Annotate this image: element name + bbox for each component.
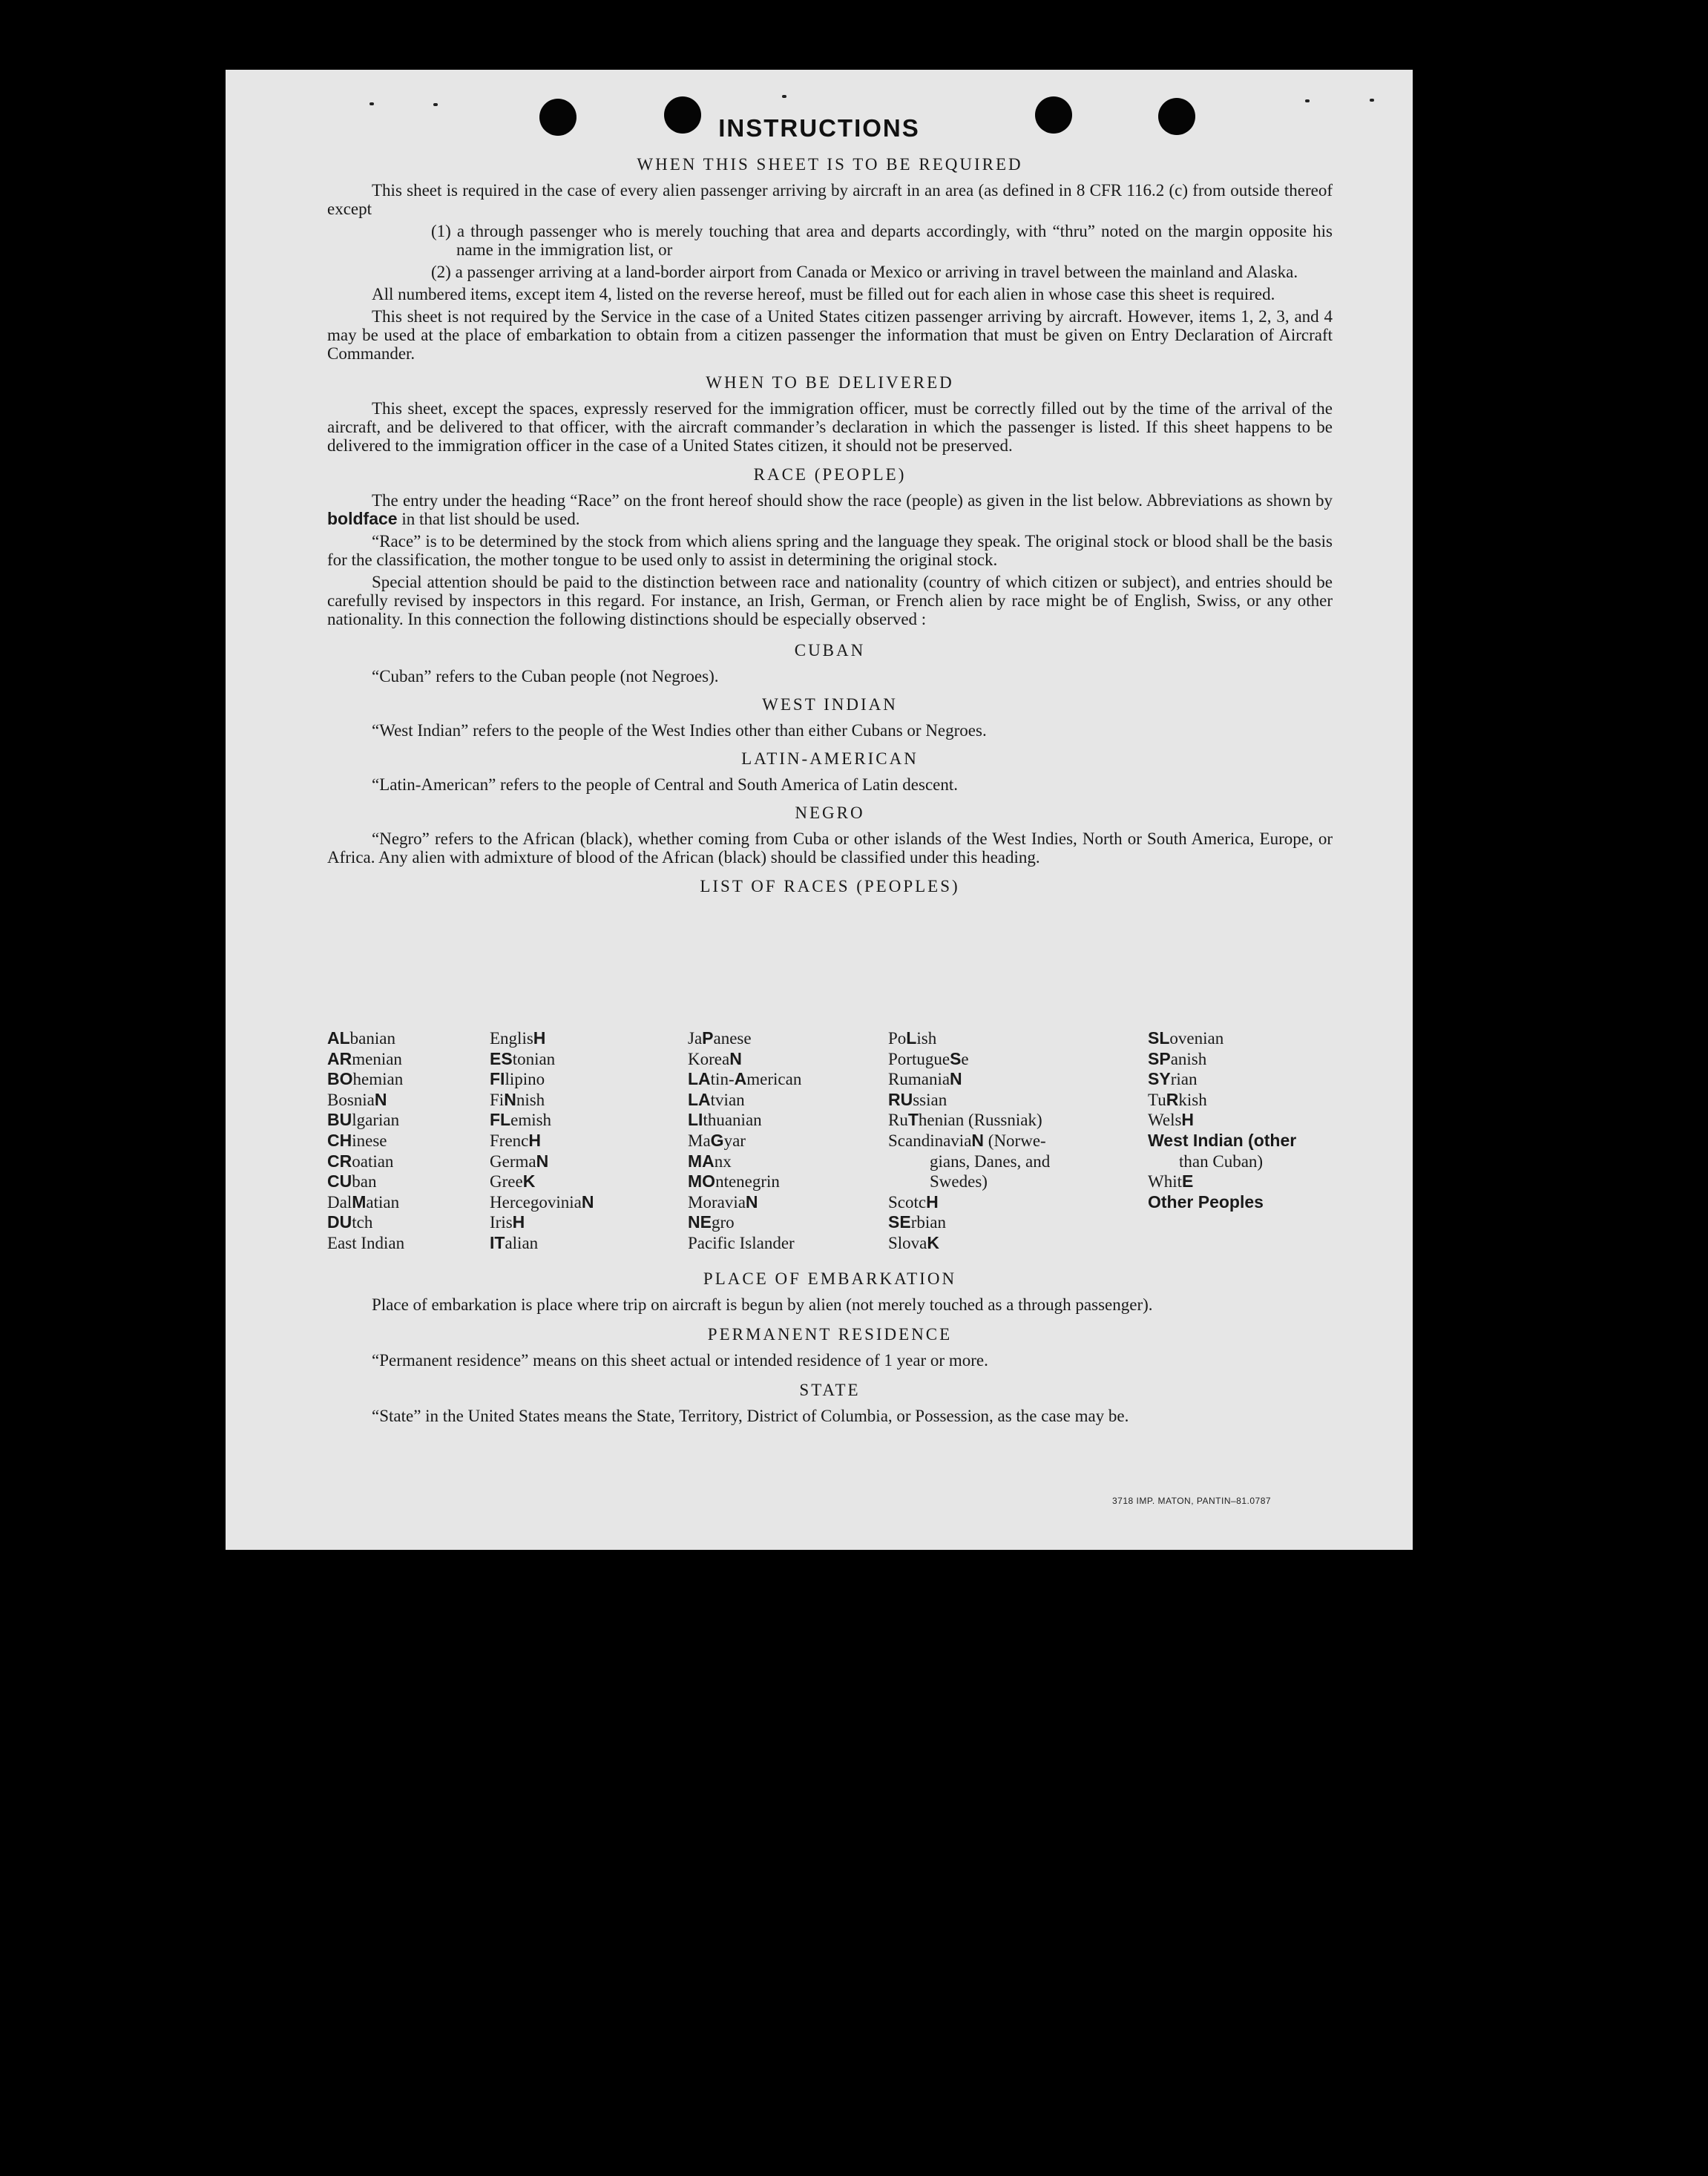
race-entry (688, 1233, 801, 1254)
race-entry (490, 1069, 594, 1090)
speck (1370, 99, 1374, 102)
race-abbreviation: CU (327, 1171, 352, 1191)
race-entry (490, 1090, 594, 1111)
race-abbreviation: CH (327, 1130, 352, 1150)
paragraph: “Permanent residence” means on this sheet actual or intended residence of 1 year or more. (372, 1351, 988, 1370)
paragraph (327, 491, 1333, 528)
race-text: Rumania (888, 1070, 950, 1089)
race-text: Ru (888, 1111, 908, 1130)
race-abbreviation: N (581, 1191, 594, 1212)
race-entry (688, 1131, 801, 1151)
race-abbreviation: S (950, 1048, 962, 1068)
race-abbreviation: G (710, 1130, 724, 1150)
race-abbreviation: N (745, 1191, 758, 1212)
paragraph: “Race” is to be determined by the stock from which aliens spring and the language they speak. The original stock or blood shall be the basis for the classification, the mother tongue to be used only to assist in determining the original stock. (327, 532, 1333, 569)
race-entry (327, 1028, 404, 1049)
text: in that list should be used. (401, 510, 580, 528)
race-abbreviation: K (522, 1171, 536, 1191)
race-text: ovenian (1169, 1029, 1224, 1048)
speck (433, 103, 438, 106)
race-abbreviation: NE (688, 1212, 712, 1232)
paragraph: Place of embarkation is place where trip on aircraft is begun by alien (not merely touched as a through passenger). (372, 1295, 1153, 1314)
bold-text: boldface (327, 509, 398, 528)
race-text: anish (1170, 1049, 1207, 1068)
paragraph: This sheet is required in the case of every alien passenger arriving by aircraft in an area (as defined in 8 CFR 116.2 (c) from outside thereof except (327, 181, 1333, 218)
race-text: ssian (913, 1090, 947, 1109)
race-entry (1148, 1171, 1296, 1192)
race-text: henian (Russniak) (918, 1111, 1042, 1130)
race-abbreviation: MA (688, 1151, 715, 1171)
paragraph: This sheet, except the spaces, expressly reserved for the immigration officer, must be correctly filled out by the time of the arrival of the aircraft, and be delivered to that officer, with the aircraft commander’s declaration in which the passenger is listed. If this sheet happens to be delivered to the immigration officer in the case of a United States citizen, it should not be preserved. (327, 399, 1333, 455)
race-entry (327, 1090, 404, 1111)
race-text: hemian (352, 1070, 404, 1089)
document-page (226, 70, 1413, 1550)
race-text: gro (711, 1213, 735, 1232)
race-text: tvian (710, 1090, 745, 1109)
race-abbreviation: H (533, 1028, 546, 1048)
race-abbreviation: IT (490, 1232, 505, 1252)
race-entry (490, 1192, 594, 1213)
race-entry (327, 1069, 404, 1090)
race-text: East Indian (327, 1233, 405, 1252)
race-text: alian (505, 1233, 539, 1252)
race-text: Portugue (888, 1049, 950, 1068)
race-text: Gree (490, 1172, 523, 1191)
race-abbreviation: BU (327, 1110, 352, 1130)
race-text: thuanian (703, 1111, 762, 1130)
race-entry (327, 1233, 404, 1254)
race-text: rbian (910, 1213, 946, 1232)
race-text: rian (1170, 1070, 1198, 1089)
race-abbreviation: H (926, 1191, 939, 1212)
race-text: Other Peoples (1148, 1191, 1264, 1212)
printer-imprint: 3718 IMP. MATON, PANTIN–81.0787 (1112, 1496, 1272, 1506)
race-text: inese (352, 1131, 387, 1150)
race-text: Pacific Islander (688, 1233, 795, 1252)
paragraph: This sheet is not required by the Service in the case of a United States citizen passenger arriving by aircraft. However, items 1, 2, 3, and 4 may be used at the place of embarkation to obtain from a citizen passenger the information that must be given on Entry Declaration of Aircraft Commander. (327, 307, 1333, 363)
race-abbreviation: H (512, 1212, 525, 1232)
race-entry (327, 1192, 404, 1213)
race-text: anese (713, 1029, 752, 1048)
race-text: lgarian (352, 1111, 400, 1130)
race-text: Ma (688, 1131, 711, 1150)
race-entry (888, 1131, 1050, 1151)
section-heading: NEGRO (795, 803, 865, 822)
race-entry (1148, 1090, 1296, 1111)
race-abbreviation: A (734, 1069, 747, 1089)
section-heading: CUBAN (794, 641, 866, 660)
race-entry (490, 1028, 594, 1049)
race-text: oatian (352, 1151, 394, 1171)
race-entry (888, 1192, 1050, 1213)
race-entry (888, 1090, 1050, 1111)
instructions-body-lower (327, 1269, 1333, 1425)
race-text: yar (723, 1131, 746, 1150)
races-column (327, 1028, 404, 1254)
paragraph: “Cuban” refers to the Cuban people (not Negroes). (372, 667, 719, 686)
race-text: Whit (1148, 1172, 1182, 1191)
race-entry (888, 1069, 1050, 1090)
race-abbreviation: K (927, 1232, 940, 1252)
race-text: Moravia (688, 1192, 746, 1212)
race-abbreviation: LA (688, 1089, 711, 1109)
race-text: nish (516, 1090, 545, 1109)
race-abbreviation: FL (490, 1110, 511, 1130)
section-heading: WHEN THIS SHEET IS TO BE REQUIRED (637, 155, 1023, 174)
race-abbreviation: E (1182, 1171, 1194, 1191)
race-entry (888, 1110, 1050, 1131)
race-text: tch (352, 1213, 373, 1232)
paragraph: “State” in the United States means the State, Territory, District of Columbia, or Possession, as the case may be. (372, 1407, 1129, 1425)
race-abbreviation: CR (327, 1151, 352, 1171)
section-heading: STATE (799, 1381, 861, 1399)
race-text: nx (714, 1151, 732, 1171)
race-entry (888, 1233, 1050, 1254)
race-entry (490, 1171, 594, 1192)
race-text: Englis (490, 1029, 533, 1048)
race-abbreviation: DU (327, 1212, 352, 1232)
list-item: (2) a passenger arriving at a land-border airport from Canada or Mexico or arriving in travel between the mainland and Alaska. (431, 263, 1298, 281)
paragraph: All numbered items, except item 4, listed on the reverse hereof, must be filled out for each alien in whose case this sheet is required. (372, 285, 1275, 303)
race-abbreviation: T (907, 1110, 919, 1130)
race-entry (1148, 1049, 1296, 1070)
race-abbreviation: ES (490, 1048, 513, 1068)
race-text: Swedes) (930, 1172, 988, 1191)
race-entry (888, 1151, 1050, 1172)
section-heading: PLACE OF EMBARKATION (703, 1269, 957, 1288)
race-abbreviation: N (971, 1130, 985, 1150)
race-text: banian (349, 1029, 395, 1048)
race-entry (490, 1131, 594, 1151)
race-entry (1148, 1131, 1296, 1151)
race-abbreviation: FI (490, 1069, 505, 1089)
race-text: Wels (1148, 1111, 1182, 1130)
race-entry (327, 1212, 404, 1233)
race-entry (688, 1171, 801, 1192)
race-abbreviation: AL (327, 1028, 350, 1048)
race-abbreviation: N (504, 1089, 516, 1109)
race-text: lipino (505, 1070, 545, 1089)
race-text: Hercegovinia (490, 1192, 582, 1212)
race-text: Slova (888, 1233, 927, 1252)
race-entry (1148, 1069, 1296, 1090)
race-abbreviation: BO (327, 1069, 353, 1089)
section-heading: LATIN-AMERICAN (741, 749, 919, 768)
race-text: Dal (327, 1192, 352, 1212)
paragraph: “Latin-American” refers to the people of Central and South America of Latin descent. (372, 775, 958, 794)
races-column (688, 1028, 801, 1254)
race-text: Fi (490, 1090, 505, 1109)
speck (369, 102, 374, 105)
race-entry (688, 1028, 801, 1049)
race-abbreviation: RU (888, 1089, 913, 1109)
race-text: Tu (1148, 1090, 1166, 1109)
race-abbreviation: SP (1148, 1048, 1171, 1068)
paragraph: Special attention should be paid to the distinction between race and nationality (country of which citizen or subject), and entries should be carefully revised by inspectors in this regard. For instance, an Irish, German, or French alien by race might be of English, Swiss, or any other nationality. In this connection the following distinctions should be especially observed : (327, 573, 1333, 628)
race-entry (888, 1212, 1050, 1233)
race-abbreviation: LI (688, 1110, 703, 1130)
races-column (490, 1028, 594, 1254)
race-abbreviation: AR (327, 1048, 352, 1068)
race-abbreviation: SY (1148, 1069, 1171, 1089)
section-heading: LIST OF RACES (PEOPLES) (700, 877, 960, 895)
race-text: Bosnia (327, 1090, 375, 1109)
race-text: tonian (512, 1049, 556, 1068)
race-text: menian (352, 1049, 402, 1068)
race-text: Korea (688, 1049, 730, 1068)
paragraph: “Negro” refers to the African (black), whether coming from Cuba or other islands of the West Indies, North or South America, Europe, or Africa. Any alien with admixture of blood of the African (black) should be classified under this heading. (327, 829, 1333, 867)
race-text: West Indian (other (1148, 1130, 1297, 1150)
speck (782, 95, 786, 98)
race-text: gians, Danes, and (930, 1151, 1051, 1171)
paragraph: “West Indian” refers to the people of the West Indies other than either Cubans or Negroes. (372, 721, 987, 740)
race-abbreviation: H (528, 1130, 541, 1150)
race-text: Frenc (490, 1131, 529, 1150)
race-text: atian (366, 1192, 400, 1212)
race-entry (688, 1151, 801, 1172)
race-abbreviation: H (1181, 1110, 1195, 1130)
race-text: Scandinavia (888, 1131, 972, 1150)
speck (1305, 99, 1310, 102)
race-abbreviation: LA (688, 1069, 711, 1089)
race-entry (490, 1212, 594, 1233)
race-entry (1148, 1192, 1296, 1213)
race-entry (327, 1131, 404, 1151)
race-abbreviation: N (374, 1089, 387, 1109)
race-entry (688, 1192, 801, 1213)
races-list (327, 1028, 1336, 1251)
race-entry (490, 1151, 594, 1172)
race-entry (688, 1110, 801, 1131)
race-entry (327, 1110, 404, 1131)
race-text: Germa (490, 1151, 536, 1171)
instructions-body (327, 155, 1333, 896)
race-abbreviation: N (536, 1151, 549, 1171)
race-entry (688, 1069, 801, 1090)
race-abbreviation: P (702, 1028, 714, 1048)
race-entry (490, 1110, 594, 1131)
race-entry (688, 1049, 801, 1070)
races-column (888, 1028, 1050, 1254)
race-entry (1148, 1110, 1296, 1131)
race-entry (490, 1049, 594, 1070)
race-entry (888, 1028, 1050, 1049)
page-title: INSTRUCTIONS (718, 114, 920, 142)
race-entry (688, 1212, 801, 1233)
race-abbreviation: N (950, 1069, 962, 1089)
race-text: merican (746, 1070, 802, 1089)
race-entry (888, 1171, 1050, 1192)
race-abbreviation: SE (888, 1212, 911, 1232)
list-item: (1) a through passenger who is merely touching that area and departs accordingly, with “thru” noted on the margin opposite his name in the immigration list, or (431, 222, 1333, 259)
race-text: Po (888, 1029, 907, 1048)
race-abbreviation: MO (688, 1171, 716, 1191)
race-entry (327, 1151, 404, 1172)
race-text: Scotc (888, 1192, 927, 1212)
race-entry (688, 1090, 801, 1111)
race-abbreviation: M (352, 1191, 367, 1212)
race-entry (1148, 1028, 1296, 1049)
race-abbreviation: R (1166, 1089, 1179, 1109)
race-text: than Cuban) (1179, 1151, 1264, 1171)
section-heading: WHEN TO BE DELIVERED (706, 373, 954, 392)
race-text: Iris (490, 1213, 513, 1232)
race-entry (327, 1049, 404, 1070)
race-abbreviation: N (729, 1048, 742, 1068)
races-column (1148, 1028, 1296, 1212)
race-text: kish (1178, 1090, 1207, 1109)
race-text: tin- (710, 1070, 735, 1089)
race-text: (Norwe- (984, 1131, 1046, 1150)
race-text: e (961, 1049, 969, 1068)
section-heading: WEST INDIAN (762, 695, 898, 714)
race-text: emish (510, 1111, 552, 1130)
race-entry (327, 1171, 404, 1192)
race-entry (888, 1049, 1050, 1070)
section-heading: RACE (PEOPLE) (753, 465, 907, 484)
race-entry (1148, 1151, 1296, 1172)
race-text: ish (916, 1029, 937, 1048)
section-heading: PERMANENT RESIDENCE (707, 1325, 953, 1344)
race-text: Ja (688, 1029, 703, 1048)
race-text: ban (352, 1172, 377, 1191)
race-text: ntenegrin (715, 1172, 780, 1191)
race-abbreviation: L (906, 1028, 917, 1048)
race-abbreviation: SL (1148, 1028, 1170, 1048)
race-entry (490, 1233, 594, 1254)
text: The entry under the heading “Race” on the front hereof should show the race (people) as given in the list below. Abbreviations as shown by (372, 491, 1333, 510)
